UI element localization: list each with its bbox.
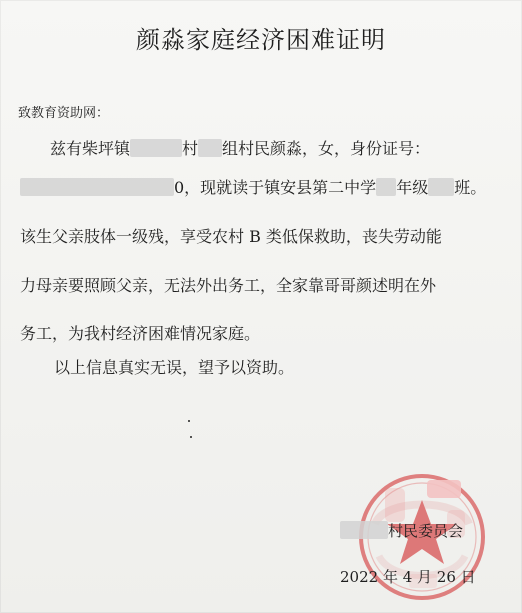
- school-text: 0，现就读于镇安县第二中学: [174, 178, 377, 197]
- redacted-id-number: [20, 178, 174, 196]
- signer-text: 村民委员会: [388, 522, 464, 540]
- redacted-signer-name: [340, 521, 388, 539]
- scan-dot: [188, 420, 190, 422]
- signature-date: 2022 年 4 月 26 日: [340, 568, 476, 586]
- scan-dot: [190, 436, 192, 438]
- paragraph-1-line-2: [20, 175, 486, 198]
- redacted-grade: [376, 178, 396, 196]
- class-text: 班。: [454, 178, 487, 197]
- redacted-group: [198, 139, 222, 157]
- paragraph-3-line-1: 以上信息真实无误，望予以资助。: [54, 358, 295, 377]
- document-title: 颜淼家庭经济困难证明: [136, 26, 386, 54]
- paragraph-2-line-2: 力母亲要照顾父亲，无法外出务工，全家靠哥哥颜述明在外: [20, 276, 437, 295]
- paragraph-2-line-3: 务工，为我村经济困难情况家庭。: [20, 324, 261, 343]
- paragraph-2-line-1: 该生父亲肢体一级残，享受农村 B 类低保救助，丧失劳动能: [20, 227, 442, 246]
- redacted-class: [428, 178, 454, 196]
- redacted-village: [130, 139, 182, 157]
- town-text: 兹有柴坪镇: [50, 139, 131, 158]
- grade-text: 年级: [396, 178, 429, 197]
- village-text: 村: [182, 139, 199, 158]
- group-and-id-text: 组村民颜淼，女，身份证号：: [222, 139, 431, 158]
- signer: [340, 520, 463, 541]
- addressee: 致教育资助网：: [18, 106, 110, 121]
- paragraph-1-line-1: [50, 136, 430, 159]
